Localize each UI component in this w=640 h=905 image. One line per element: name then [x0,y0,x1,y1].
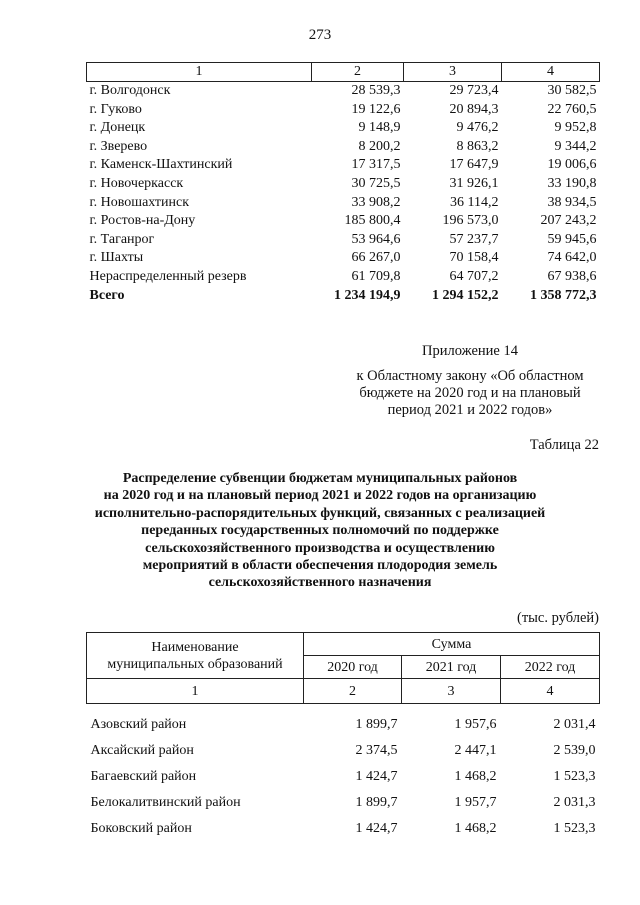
column-number: 4 [501,679,600,704]
table-row [87,82,600,101]
value-2021: 8 863,2 [456,138,499,154]
value-2021: 1 468,2 [454,768,497,784]
municipality-name: г. Таганрог [89,231,155,247]
municipality-name: г. Волгодонск [89,83,171,98]
title-line: переданных государственных полномочий по поддержке [141,523,499,539]
table-row [87,119,600,138]
value-2020: 66 267,0 [351,250,401,266]
value-2020: 28 539,3 [351,83,401,98]
municipality-name: г. Зверево [89,138,148,154]
value-2020: 1 899,7 [355,716,398,732]
value-2022: 2 031,4 [553,716,596,732]
name-header-line: муниципальных образований [107,656,283,672]
value-2021: 36 114,2 [450,194,499,210]
value-2020: 185 800,4 [344,213,401,229]
district-name: Белокалитвинский район [90,794,241,810]
value-2022: 2 539,0 [553,742,596,758]
value-2020: 33 908,2 [351,194,401,210]
value-2021: 31 926,1 [449,175,499,191]
table-column-number-row [87,63,600,82]
units-label: (тыс. рублей) [517,610,599,626]
value-2022: 74 642,0 [547,250,597,266]
value-2022: 1 523,3 [553,768,596,784]
municipality-name: г. Новошахтинск [89,194,190,210]
table-header-row [87,633,600,656]
value-2020: 1 424,7 [355,820,398,836]
table-row [87,194,600,213]
value-2022: 1 523,3 [553,820,596,836]
title-line: сельскохозяйственного производства и осуществлению [145,540,495,556]
table-row [87,156,600,175]
value-2020: 1 899,7 [355,794,398,810]
value-2021: 9 476,2 [456,120,499,136]
value-2022: 19 006,6 [547,157,597,173]
value-2020: 8 200,2 [358,138,401,154]
subsidy-table-continued [86,62,600,305]
municipality-name: г. Донецк [89,120,146,136]
table-row [87,268,600,287]
value-2020: 61 709,8 [351,268,401,284]
value-2022: 207 243,2 [540,213,597,229]
title-line: на 2020 год и на плановый период 2021 и 2022 годов на организацию [103,488,537,504]
table-spacer [87,704,600,713]
column-number: 1 [87,63,312,82]
value-2022: 9 344,2 [554,138,597,154]
value-2022: 9 952,8 [554,120,597,136]
title-line: сельскохозяйственного назначения [208,575,432,591]
value-2022: 33 190,8 [547,175,597,191]
value-2021: 1 957,7 [454,794,497,810]
municipality-name: г. Новочеркасск [89,175,184,191]
value-2021: 20 894,3 [449,101,499,117]
value-2022: 67 938,6 [547,268,597,284]
district-name: Багаевский район [90,768,197,784]
table-row [87,249,600,268]
page-number: 273 [308,27,332,43]
document-title [70,470,570,592]
year-header: 2022 год [501,656,600,679]
name-column-header [87,633,304,679]
appendix-reference-line: период 2021 и 2022 годов» [387,402,553,418]
total-row [87,287,600,306]
table-row [87,212,600,231]
table-row [87,712,600,738]
value-2022: 22 760,5 [547,101,597,117]
year-header: 2020 год [304,656,402,679]
value-2022: 59 945,6 [547,231,597,247]
table-label: Таблица 22 [529,437,599,453]
column-number: 3 [402,679,501,704]
column-number: 4 [502,63,600,82]
district-name: Боковский район [90,820,192,836]
total-2020: 1 234 194,9 [334,287,401,303]
district-name: Аксайский район [90,742,194,758]
table-row [87,231,600,250]
value-2020: 19 122,6 [351,101,401,117]
value-2022: 2 031,3 [553,794,596,810]
appendix-reference-line: бюджете на 2020 год и на плановый [359,385,581,401]
subvention-distribution-table [86,632,600,842]
total-2021: 1 294 152,2 [432,287,499,303]
title-line: исполнительно-распорядительных функций, связанных с реализацией [94,505,546,521]
column-number: 2 [312,63,404,82]
value-2020: 30 725,5 [351,175,401,191]
value-2021: 64 707,2 [449,268,499,284]
table-row [87,790,600,816]
column-number: 1 [87,679,304,704]
table-row [87,738,600,764]
value-2020: 9 148,9 [358,120,401,136]
value-2021: 196 573,0 [442,213,499,229]
appendix-title: Приложение 14 [422,343,518,359]
appendix-reference [340,368,600,419]
value-2021: 57 237,7 [449,231,499,247]
value-2022: 38 934,5 [547,194,597,210]
title-line: Распределение субвенции бюджетам муниципальных районов [122,471,518,486]
district-name: Азовский район [90,716,187,732]
municipality-name: г. Каменск-Шахтинский [89,157,233,173]
name-header-line: Наименование [151,639,239,655]
table-row [87,816,600,842]
value-2020: 2 374,5 [355,742,398,758]
value-2020: 53 964,6 [351,231,401,247]
value-2020: 17 317,5 [351,157,401,173]
appendix-reference-line: к Областному закону «Об областном [356,368,584,384]
table-row [87,175,600,194]
total-2022: 1 358 772,3 [530,287,597,303]
year-header: 2021 год [402,656,501,679]
value-2021: 2 447,1 [454,742,497,758]
column-number: 3 [404,63,502,82]
value-2021: 1 957,6 [454,716,497,732]
total-label: Всего [89,287,125,303]
municipality-name: г. Ростов-на-Дону [89,213,196,229]
value-2022: 30 582,5 [547,83,597,98]
municipality-name: Нераспределенный резерв [89,268,247,284]
value-2021: 70 158,4 [449,250,499,266]
municipality-name: г. Шахты [89,250,144,266]
value-2021: 17 647,9 [449,157,499,173]
column-number: 2 [304,679,402,704]
title-line: мероприятий в области обеспечения плодородия земель [142,558,498,574]
municipality-name: г. Гуково [89,101,142,117]
value-2020: 1 424,7 [355,768,398,784]
table-row [87,764,600,790]
table-row [87,138,600,157]
value-2021: 1 468,2 [454,820,497,836]
table-row [87,101,600,120]
sum-column-header: Сумма [304,633,600,656]
value-2021: 29 723,4 [449,83,499,98]
table-column-number-row [87,679,600,704]
